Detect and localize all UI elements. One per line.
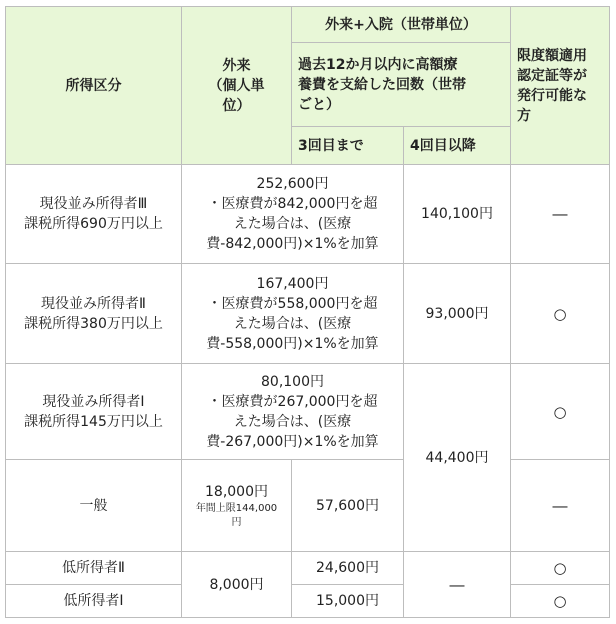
header-past-12-months: 過去12か月以内に高額療 養費を支給した回数（世帯 ごと） bbox=[292, 43, 511, 127]
up-to-3-cell: 15,000円 bbox=[292, 585, 404, 618]
certificate-mark: ○ bbox=[511, 552, 610, 585]
table-row bbox=[6, 552, 610, 585]
category-cell: 一般 bbox=[6, 460, 182, 552]
fee-cell: 252,600円 ・医療費が842,000円を超 えた場合は、(医療 費-842,000円)×1%を加算 bbox=[182, 165, 404, 264]
outpatient-cell: 18,000円 年間上限144,000 円 bbox=[182, 460, 292, 552]
income-category-table bbox=[5, 6, 610, 618]
header-from-4: 4回目以降 bbox=[404, 127, 511, 165]
header-certificate: 限度額適用 認定証等が 発行可能な 方 bbox=[511, 7, 610, 165]
table-row bbox=[6, 460, 610, 552]
table-row bbox=[6, 264, 610, 364]
header-up-to-3: 3回目まで bbox=[292, 127, 404, 165]
header-outpatient: 外来 （個人単 位） bbox=[182, 7, 292, 165]
outpatient-cell-shared: 8,000円 bbox=[182, 552, 292, 618]
fee-cell: 167,400円 ・医療費が558,000円を超 えた場合は、(医療 費-558,000円)×1%を加算 bbox=[182, 264, 404, 364]
category-cell: 現役並み所得者Ⅲ 課税所得690万円以上 bbox=[6, 165, 182, 264]
from4-cell-shared: 44,400円 bbox=[404, 364, 511, 552]
fee-cell: 80,100円 ・医療費が267,000円を超 えた場合は、(医療 費-267,000円)×1%を加算 bbox=[182, 364, 404, 460]
up-to-3-cell: 24,600円 bbox=[292, 552, 404, 585]
header-category: 所得区分 bbox=[6, 7, 182, 165]
from4-cell-shared: ― bbox=[404, 552, 511, 618]
certificate-mark: ― bbox=[511, 165, 610, 264]
certificate-mark: ― bbox=[511, 460, 610, 552]
header-household: 外来+入院（世帯単位） bbox=[292, 7, 511, 43]
table-row bbox=[6, 585, 610, 618]
table-row bbox=[6, 364, 610, 460]
certificate-mark: ○ bbox=[511, 264, 610, 364]
certificate-mark: ○ bbox=[511, 364, 610, 460]
from4-cell: 140,100円 bbox=[404, 165, 511, 264]
table-row bbox=[6, 165, 610, 264]
up-to-3-cell: 57,600円 bbox=[292, 460, 404, 552]
category-cell: 低所得者Ⅱ bbox=[6, 552, 182, 585]
from4-cell: 93,000円 bbox=[404, 264, 511, 364]
category-cell: 現役並み所得者Ⅰ 課税所得145万円以上 bbox=[6, 364, 182, 460]
category-cell: 低所得者Ⅰ bbox=[6, 585, 182, 618]
category-cell: 現役並み所得者Ⅱ 課税所得380万円以上 bbox=[6, 264, 182, 364]
certificate-mark: ○ bbox=[511, 585, 610, 618]
